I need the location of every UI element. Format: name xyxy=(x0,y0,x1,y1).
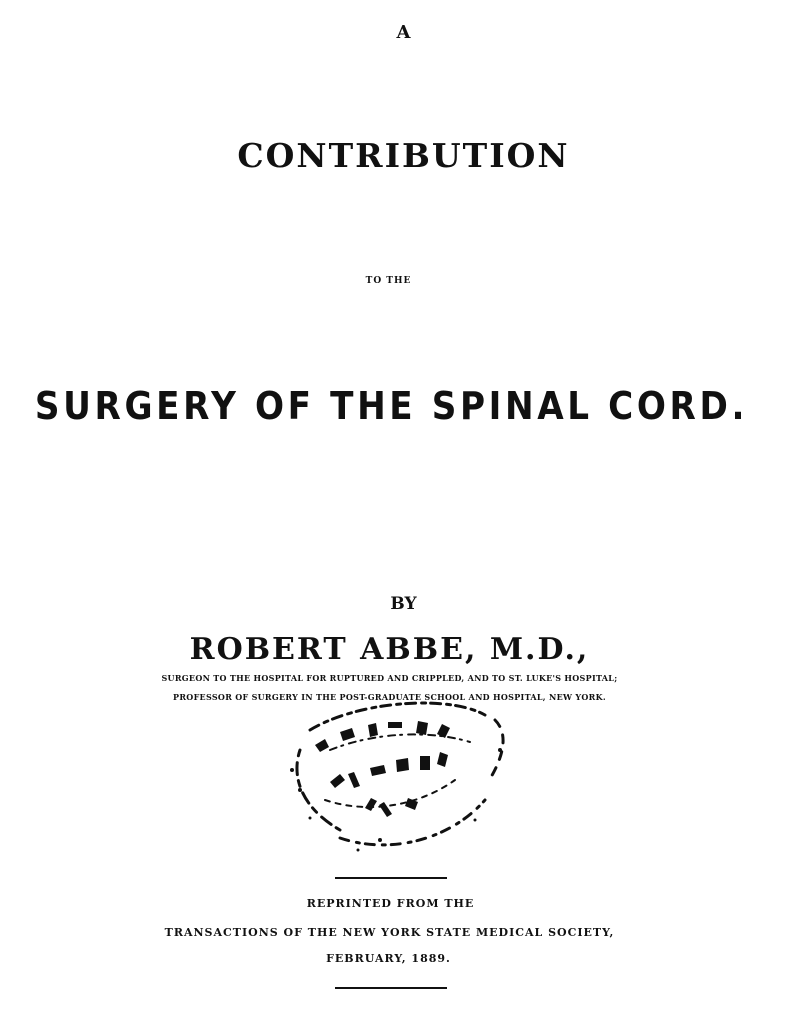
author-affiliation-line-2: PROFESSOR OF SURGERY IN THE POST-GRADUATE SCHOOL AND HOSPITAL, NEW YORK. xyxy=(173,692,606,702)
byline-by: BY xyxy=(390,594,417,614)
divider-rule-bottom xyxy=(335,987,447,989)
title-line-contribution: CONTRIBUTION xyxy=(237,136,570,175)
reprint-line-1: REPRINTED FROM THE xyxy=(306,897,475,910)
reprint-line-2: TRANSACTIONS OF THE NEW YORK STATE MEDICAL SOCIETY, xyxy=(164,926,615,939)
title-article: A xyxy=(396,22,411,43)
library-stamp-icon xyxy=(270,690,520,860)
author-name: ROBERT ABBE, M.D., xyxy=(189,632,590,667)
divider-rule-top xyxy=(335,877,447,879)
reprint-date: FEBRUARY, 1889. xyxy=(326,952,451,965)
title-connector: TO THE xyxy=(365,276,412,286)
main-title: SURGERY OF THE SPINAL CORD. xyxy=(34,384,749,428)
author-affiliation-line-1: SURGEON TO THE HOSPITAL FOR RUPTURED AND CRIPPLED, AND TO ST. LUKE'S HOSPITAL; xyxy=(161,673,618,683)
